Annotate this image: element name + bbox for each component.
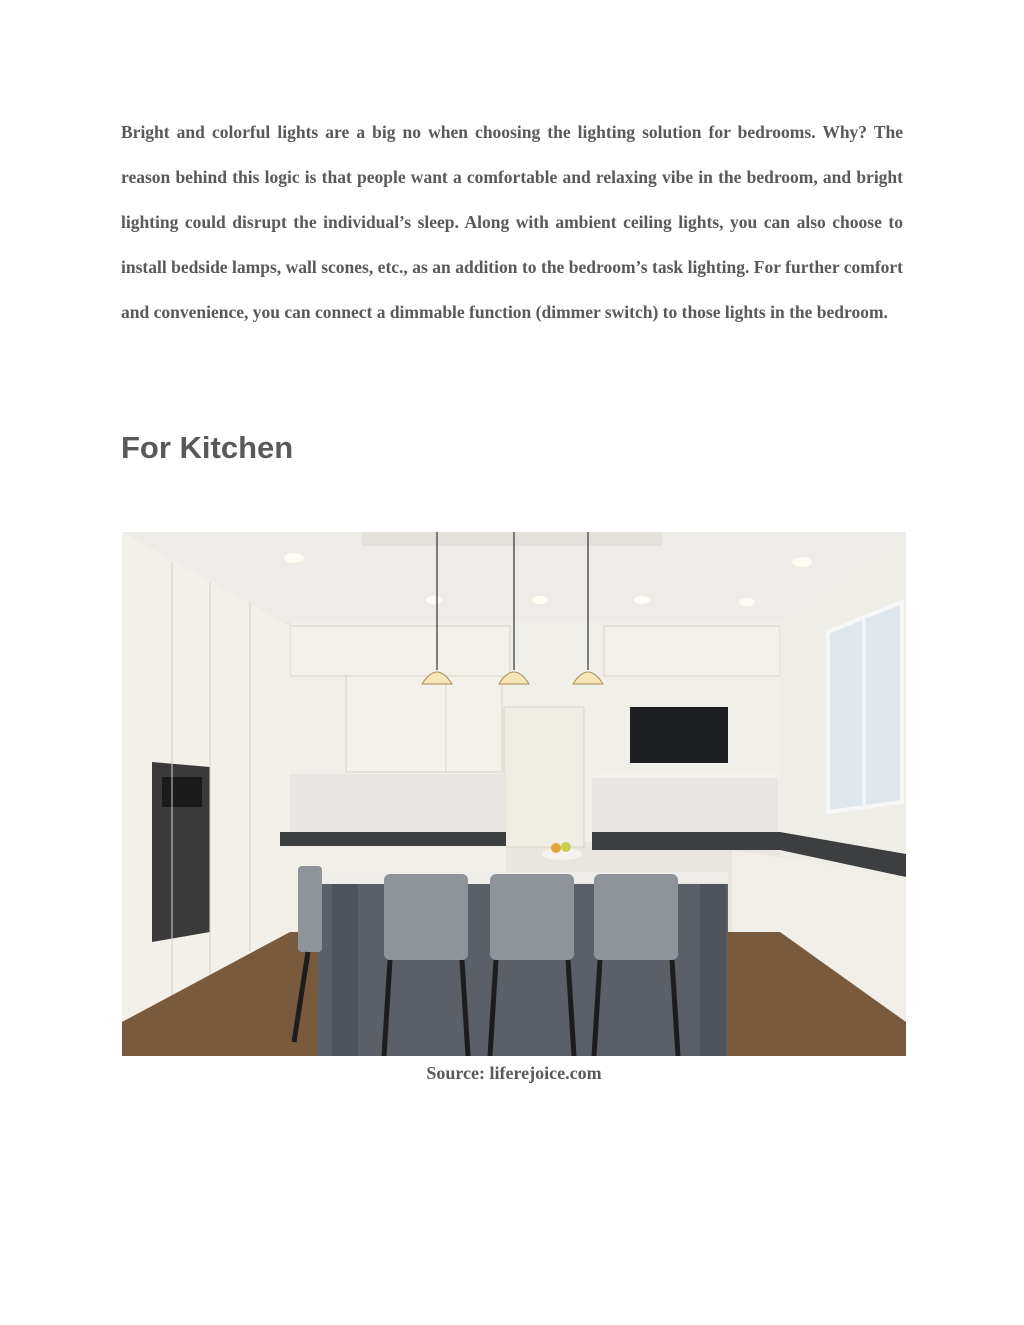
body-paragraph: Bright and colorful lights are a big no when choosing the lighting solution for bedrooms. Why? The reason behind this logic is that people want a comfortable and relaxing vibe in the bedroom, and bright lighting could disrupt the individual’s sleep. Along with ambient ceiling lights, you can also choose to install bedside lamps, wall scones, etc., as an addition to the bedroom’s task lighting. For further comfort and convenience, you can connect a dimmable function (dimmer switch) to those lights in the bedroom. <box>121 122 903 322</box>
kitchen-photo <box>122 532 906 1056</box>
image-caption: Source: liferejoice.com <box>426 1063 602 1083</box>
section-heading: For Kitchen <box>121 430 294 465</box>
